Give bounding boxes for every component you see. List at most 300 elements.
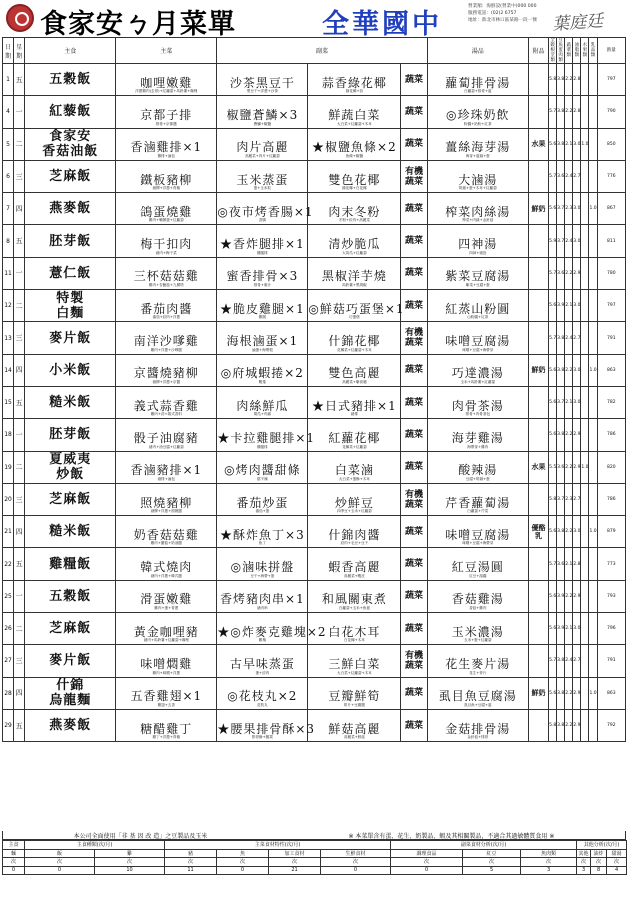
veg-cell: [401, 645, 427, 677]
veg-text: 蔬菜: [405, 462, 424, 473]
soup-cell: [427, 709, 528, 741]
nutrient-cell: 5.6: [549, 516, 557, 548]
nutrient-cell: 786: [597, 419, 625, 451]
nutrient-cell: 1.0: [589, 193, 597, 225]
veg-cell: [401, 516, 427, 548]
side2-cell: [308, 516, 401, 548]
side-dish-2: 蒜香綠花椰: [321, 75, 387, 90]
staple-line: 五穀飯: [49, 72, 92, 88]
veg-text: 蔬菜: [405, 365, 424, 376]
summary-cell: 主食: [3, 841, 25, 850]
side1-cell: [217, 96, 308, 128]
veg-text: 蔬菜: [405, 139, 424, 150]
nutrient-cell: 2.7: [573, 483, 581, 515]
extra-cell: [528, 580, 548, 612]
soup-cell: [427, 451, 528, 483]
staple-cell: [25, 548, 116, 580]
summary-cell: 次: [577, 858, 591, 867]
summary-cell: 0: [217, 866, 269, 875]
side2-ingredients: 高麗菜+蝦皮: [343, 573, 365, 578]
soup-cell: [427, 483, 528, 515]
nutrient-cell: 3.0: [573, 225, 581, 257]
side-dish-1: ★◎炸麥克雞塊×2: [217, 624, 327, 639]
nutrient-cell: 2.2: [565, 354, 573, 386]
soup-ingredients: 豆腐+筍絲+蛋: [465, 476, 490, 481]
nutrient-cell: [589, 225, 597, 257]
veg-text: 有機蔬菜: [405, 650, 424, 671]
menu-row: [3, 96, 626, 128]
nutrient-cell: 2.3: [565, 483, 573, 515]
nutrient-cell: 1.0: [581, 451, 589, 483]
nutrient-cell: 2.7: [573, 645, 581, 677]
soup-ingredients: 白蘿蔔+排骨+薑: [463, 89, 492, 94]
veg-cell: [401, 96, 427, 128]
col-nutrient: 全穀根莖類: [550, 38, 555, 63]
nutrient-cell: 3.8: [557, 64, 565, 96]
soup-ingredients: 紫菜+豆腐+蛋: [465, 283, 490, 288]
main-ingredients: 雞排+滷包: [157, 153, 175, 158]
nutrient-cell: 792: [597, 709, 625, 741]
soup: 芹香蘿蔔湯: [445, 495, 511, 510]
nutrient-cell: 820: [597, 451, 625, 483]
veg-label: [401, 328, 426, 348]
staple-line: 芝麻飯: [49, 169, 92, 185]
main-dish-cell: [116, 645, 217, 677]
soup-ingredients: 金針菇+排骨: [467, 735, 489, 740]
col-main: 主菜: [116, 38, 217, 64]
side1-cell: [217, 483, 308, 515]
nutrient-cell: 2.2: [565, 96, 573, 128]
nutrient-cell: 2.9: [573, 580, 581, 612]
nutrient-cell: 5.7: [549, 96, 557, 128]
side2-ingredients: 大白菜+紅蘿蔔+木耳: [337, 121, 372, 126]
side-dish-1: 椒鹽蒼鱗×3: [226, 107, 299, 122]
side2-cell: [308, 677, 401, 709]
company-logo: [6, 4, 34, 32]
menu-row: [3, 386, 626, 418]
soup-cell: [427, 290, 528, 322]
soup: 四神湯: [458, 237, 498, 252]
side-dish-2: 清炒脆瓜: [328, 237, 381, 252]
extra-cell: [528, 160, 548, 192]
notice-bar: [2, 831, 626, 840]
soup-cell: [427, 386, 528, 418]
nutrient-cell: 5.8: [549, 483, 557, 515]
menu-row: [3, 709, 626, 741]
staple-line: 芝麻飯: [49, 621, 92, 637]
soup: 紅豆湯圓: [451, 560, 504, 575]
side2-cell: [308, 128, 401, 160]
side-dish-2: 黑椒洋芋燒: [321, 269, 387, 284]
side-dish-1: ◎烤肉醬甜條: [224, 463, 301, 478]
nutrient-cell: [589, 386, 597, 418]
extra-cell: [528, 257, 548, 289]
menu-table: [2, 37, 626, 742]
main-dish-cell: [116, 160, 217, 192]
side1-ingredients: 花枝丸: [256, 702, 268, 707]
weekday-cell: 二: [14, 451, 25, 483]
extra-cell: [528, 548, 548, 580]
side1-cell: [217, 128, 308, 160]
weekday-cell: 二: [14, 290, 25, 322]
staple-line: 胚芽飯: [49, 233, 92, 249]
nutrient-cell: 5.8: [549, 709, 557, 741]
nutrient-cell: 2.2: [565, 257, 573, 289]
nutrient-cell: 3.8: [557, 419, 565, 451]
main-dish-cell: [116, 64, 217, 96]
main-dish: 糖醋雞丁: [140, 721, 193, 736]
main-dish: 義式蒜香雞: [133, 398, 199, 413]
date-cell: 18: [3, 419, 14, 451]
nutrient-cell: [581, 193, 589, 225]
date-cell: 6: [3, 160, 14, 192]
main-dish-cell: [116, 516, 217, 548]
extra-cell: [528, 225, 548, 257]
nutrient-cell: [581, 548, 589, 580]
side1-ingredients: 高麗菜+肉片+紅蘿蔔: [244, 153, 280, 158]
veg-cell: [401, 580, 427, 612]
soup-cell: [427, 160, 528, 192]
nutrient-cell: 5.7: [549, 257, 557, 289]
nutrient-cell: 3.6: [557, 548, 565, 580]
veg-cell: [401, 419, 427, 451]
col-nutrient: 油脂類: [573, 38, 581, 64]
main-ingredients: 雞肉+鵪鶉蛋+紅蘿蔔: [148, 218, 184, 223]
nutrient-cell: 2.4: [565, 322, 573, 354]
side-dish-2: 白菜滷: [334, 463, 374, 478]
veg-text: 蔬菜: [405, 429, 424, 440]
menu-row: [3, 160, 626, 192]
nutrient-cell: 3.8: [557, 645, 565, 677]
main-ingredients: 雞翅+五香: [157, 702, 175, 707]
side2-ingredients: 馬鈴薯+黑胡椒: [342, 283, 367, 288]
staple-line: 烏龍麵: [49, 693, 92, 709]
summary-row: [3, 858, 627, 867]
side2-ingredients: 冬粉+絞肉+高麗菜: [338, 218, 370, 223]
main-dish-cell: [116, 128, 217, 160]
soup-ingredients: 玉米+蛋+紅蘿蔔: [463, 638, 492, 643]
main-ingredients: 雞肉+蒜+義式香料: [150, 412, 182, 417]
nutrient-cell: 2.7: [573, 322, 581, 354]
date-cell: 19: [3, 451, 14, 483]
soup-ingredients: 白蘿蔔+芹菜: [467, 509, 489, 514]
veg-cell: [401, 128, 427, 160]
main-dish-cell: [116, 709, 217, 741]
soup-ingredients: 四神+豬肚: [469, 250, 487, 255]
summary-cell: 次: [607, 858, 627, 867]
col-nutrient: 豆魚蛋肉類: [558, 38, 563, 63]
veg-label: [401, 167, 426, 187]
side1-cell: [217, 548, 308, 580]
summary-cell: 次: [321, 858, 391, 867]
summary-table: [2, 840, 627, 875]
side-dish-2: 和風關東煮: [321, 592, 387, 607]
main-dish: 南洋沙嗲雞: [133, 334, 199, 349]
side2-ingredients: 綠花椰+白花椰: [342, 186, 367, 191]
soup-cell: [427, 613, 528, 645]
menu-row: [3, 64, 626, 96]
dietitian-signature: 葉庭廷: [551, 11, 604, 35]
nutrient-cell: 797: [597, 290, 625, 322]
weekday-cell: 五: [14, 548, 25, 580]
main-ingredients: 豬柳+洋蔥+京醬: [152, 379, 181, 384]
menu-row: [3, 516, 626, 548]
nutrient-cell: 867: [597, 193, 625, 225]
nutrient-cell: [581, 64, 589, 96]
nutrient-cell: 863: [597, 354, 625, 386]
nutrient-cell: 2.9: [573, 451, 581, 483]
summary-cell: 4: [607, 866, 627, 875]
menu-row: [3, 257, 626, 289]
side-dish-1: ★腰果排骨酥×3: [217, 721, 316, 736]
side1-ingredients: 雞塊: [258, 638, 266, 643]
weekday-cell: 一: [14, 580, 25, 612]
side2-cell: [308, 257, 401, 289]
main-dish-cell: [116, 613, 217, 645]
nutrient-cell: 2.1: [565, 290, 573, 322]
summary-cell: 3: [577, 866, 591, 875]
veg-cell: [401, 64, 427, 96]
main-ingredients: 雞肉+蘑菇+奶油醬: [150, 541, 182, 546]
main-ingredients: 雞肉+蛋+青蔥: [154, 606, 179, 611]
veg-cell: [401, 290, 427, 322]
side2-cell: [308, 419, 401, 451]
weekday-cell: 一: [14, 96, 25, 128]
summary-cell: 魚: [217, 849, 269, 858]
nutrient-cell: 2.2: [565, 516, 573, 548]
summary-cell: 豬: [165, 849, 217, 858]
veg-text: 有機蔬菜: [405, 328, 424, 349]
menu-row: [3, 451, 626, 483]
soup: 薑絲海芽湯: [445, 140, 511, 155]
nutrient-cell: 3.0: [573, 290, 581, 322]
summary-cell: 魚肉類: [521, 849, 577, 858]
summary-cell: 次: [217, 858, 269, 867]
veg-text: 蔬菜: [405, 106, 424, 117]
staple-cell: [25, 64, 116, 96]
side-dish-1: ★酥炸魚丁×3: [220, 527, 305, 542]
side1-ingredients: 蛋+絞肉: [255, 670, 270, 675]
main-dish-cell: [116, 677, 217, 709]
side2-ingredients: 豬排: [350, 412, 358, 417]
nutrient-cell: 797: [597, 64, 625, 96]
nutrient-cell: 1.0: [589, 516, 597, 548]
menu-row: [3, 677, 626, 709]
side2-ingredients: 大白菜+紅蘿蔔+木耳: [337, 670, 372, 675]
nutrient-cell: [589, 419, 597, 451]
main-ingredients: 雞肉+味噌+洋蔥: [152, 670, 181, 675]
side-dish-1: ◎花枝丸×2: [227, 689, 298, 704]
side2-ingredients: 花椰菜+紅蘿蔔+木耳: [337, 347, 372, 352]
nutrient-cell: 3.0: [573, 354, 581, 386]
side2-ingredients: 高麗菜+紫高麗: [342, 379, 367, 384]
side-dish-2: 雙色高麗: [328, 366, 381, 381]
side1-ingredients: 雞腿: [258, 315, 266, 320]
staple-cell: [25, 580, 116, 612]
veg-cell: [401, 386, 427, 418]
summary-cell: 雞: [95, 849, 165, 858]
date-cell: 1: [3, 64, 14, 96]
nutrient-cell: [581, 160, 589, 192]
soup: 香菇雞湯: [451, 592, 504, 607]
veg-text: 蔬菜: [405, 74, 424, 85]
soup: 味噌豆腐湯: [445, 334, 511, 349]
side1-cell: [217, 354, 308, 386]
staple-line: 五穀飯: [49, 588, 92, 604]
staple-line: 香菇油飯: [42, 144, 99, 160]
side1-ingredients: 雞腿排: [256, 444, 268, 449]
soup: 花生麥片湯: [445, 656, 511, 671]
nutrient-cell: [581, 386, 589, 418]
soup-ingredients: 排骨+肉骨茶包: [465, 412, 491, 417]
nutrient-cell: [589, 645, 597, 677]
weekday-cell: 四: [14, 677, 25, 709]
date-cell: 20: [3, 483, 14, 515]
side-dish-2: 什錦肉醬: [328, 527, 381, 542]
menu-row: [3, 419, 626, 451]
soup-ingredients: 味噌+豆腐+海帶芽: [462, 347, 494, 352]
menu-header: [0, 0, 629, 40]
summary-cell: 紅豆: [463, 849, 521, 858]
soup-ingredients: 香菇+雞肉: [469, 606, 487, 611]
date-cell: 27: [3, 645, 14, 677]
nutrient-cell: [581, 257, 589, 289]
main-dish-cell: [116, 225, 217, 257]
summary-cell: 飯: [25, 849, 95, 858]
weekday-cell: 一: [14, 419, 25, 451]
summary-cell: 次: [165, 858, 217, 867]
soup: 蘿蔔排骨湯: [445, 75, 511, 90]
summary-cell: 油炸: [591, 849, 607, 858]
staple-cell: [25, 160, 116, 192]
extra-cell: [528, 386, 548, 418]
side1-ingredients: 排骨+蜜汁: [253, 283, 272, 288]
summary-cell: 生鮮食材: [321, 849, 391, 858]
side2-cell: [308, 322, 401, 354]
nutrient-cell: 5.6: [549, 580, 557, 612]
side2-ingredients: 高麗菜+鮮菇: [343, 735, 365, 740]
nutrient-cell: 3.6: [557, 257, 565, 289]
extra-cell: [528, 483, 548, 515]
side-dish-2: 鮮蔬白菜: [328, 107, 381, 122]
soup-ingredients: 海芽+薑絲+蛋: [465, 153, 490, 158]
nutrient-cell: 5.6: [549, 290, 557, 322]
summary-cell: 副菜食材分析(次/月): [391, 841, 577, 850]
staple-line: 炒飯: [56, 467, 85, 483]
main-dish: 鴿蛋燒雞: [140, 204, 193, 219]
summary-cell: 21: [269, 866, 321, 875]
soup-ingredients: 海帶芽+雞肉: [467, 444, 489, 449]
company-line: 營業額：海鮮設(營業中)000 000: [468, 4, 537, 9]
menu-row: [3, 548, 626, 580]
veg-text: 有機蔬菜: [405, 166, 424, 187]
extra-cell: [528, 419, 548, 451]
veg-text: 蔬菜: [405, 526, 424, 537]
side1-ingredients: 蝦捲: [258, 379, 266, 384]
side-dish-2: 雙色花椰: [328, 172, 381, 187]
veg-text: 蔬菜: [405, 203, 424, 214]
side-dish-2: 鮮菇高麗: [328, 721, 381, 736]
side-dish-2: 三鮮白菜: [328, 656, 381, 671]
nutrient-cell: 2.1: [565, 548, 573, 580]
nutrient-cell: 3.7: [557, 386, 565, 418]
staple-cell: [25, 257, 116, 289]
nutrient-cell: 773: [597, 548, 625, 580]
nutrient-cell: 3.0: [573, 193, 581, 225]
nutrient-cell: 2.2: [565, 580, 573, 612]
veg-text: 蔬菜: [405, 559, 424, 570]
nutrient-cell: 5.6: [549, 613, 557, 645]
main-dish-cell: [116, 419, 217, 451]
side-dish-2: 炒鮮豆: [334, 495, 374, 510]
summary-cell: 主菜食材特性(次/月): [165, 841, 391, 850]
side1-ingredients: 胡瓜+肉絲: [253, 412, 272, 417]
weekday-cell: 三: [14, 160, 25, 192]
side-dish-1: ★脆皮雞腿×1: [220, 301, 305, 316]
extra-cell: [528, 613, 548, 645]
veg-cell: [401, 613, 427, 645]
side-dish-1: 番茄炒蛋: [236, 495, 289, 510]
main-dish-cell: [116, 451, 217, 483]
nutrient-cell: [581, 322, 589, 354]
nutrient-cell: 3.9: [557, 613, 565, 645]
staple-line: 特製: [56, 290, 85, 306]
main-ingredients: 豬肉+梅干菜: [155, 250, 177, 255]
col-extra: 附品: [528, 38, 548, 64]
nutrient-cell: [589, 709, 597, 741]
side1-ingredients: 排骨酥+腰果: [251, 735, 273, 740]
extra-cell: [528, 322, 548, 354]
staple-cell: [25, 645, 116, 677]
veg-text: 蔬菜: [405, 720, 424, 731]
staple-cell: [25, 451, 116, 483]
nutrient-cell: 2.4: [565, 160, 573, 192]
menu-row: [3, 225, 626, 257]
nutrient-cell: 3.8: [557, 128, 565, 160]
main-ingredients: 豬肉+馬鈴薯+紅蘿蔔+咖哩: [143, 638, 189, 643]
main-dish: 梅干扣肉: [140, 237, 193, 252]
side-dish-2: 肉末冬粉: [328, 204, 381, 219]
weekday-cell: 三: [14, 645, 25, 677]
nutrient-cell: 3.0: [573, 613, 581, 645]
main-ingredients: 排骨+京都醬: [155, 121, 177, 126]
extra-cell: 鮮奶: [528, 354, 548, 386]
side-dish-1: ◎府城蝦捲×2: [220, 366, 304, 381]
date-cell: 12: [3, 290, 14, 322]
staple-line: 食家安: [49, 129, 92, 145]
side1-cell: [217, 419, 316, 451]
main-dish-cell: [116, 257, 217, 289]
extra-cell: 水果: [528, 128, 548, 160]
menu-row: [3, 322, 626, 354]
side1-ingredients: 甜不辣: [256, 476, 268, 481]
veg-cell: [401, 451, 427, 483]
soup-cell: [427, 419, 528, 451]
summary-cell: 5: [463, 866, 521, 875]
nutrient-cell: [581, 354, 589, 386]
main-dish-cell: [116, 96, 217, 128]
side1-ingredients: 蛋+玉米粒: [253, 186, 272, 191]
main-dish-cell: [116, 548, 217, 580]
nutrient-cell: [589, 580, 597, 612]
nutrient-cell: [581, 516, 589, 548]
main-dish: 滑蛋嫩雞: [140, 592, 193, 607]
school-name: 全華國中: [322, 9, 442, 40]
main-dish: 韓式燒肉: [140, 560, 193, 575]
nutrient-cell: 5.9: [549, 225, 557, 257]
nutrient-cell: 791: [597, 322, 625, 354]
nutrient-cell: 2.1: [565, 386, 573, 418]
